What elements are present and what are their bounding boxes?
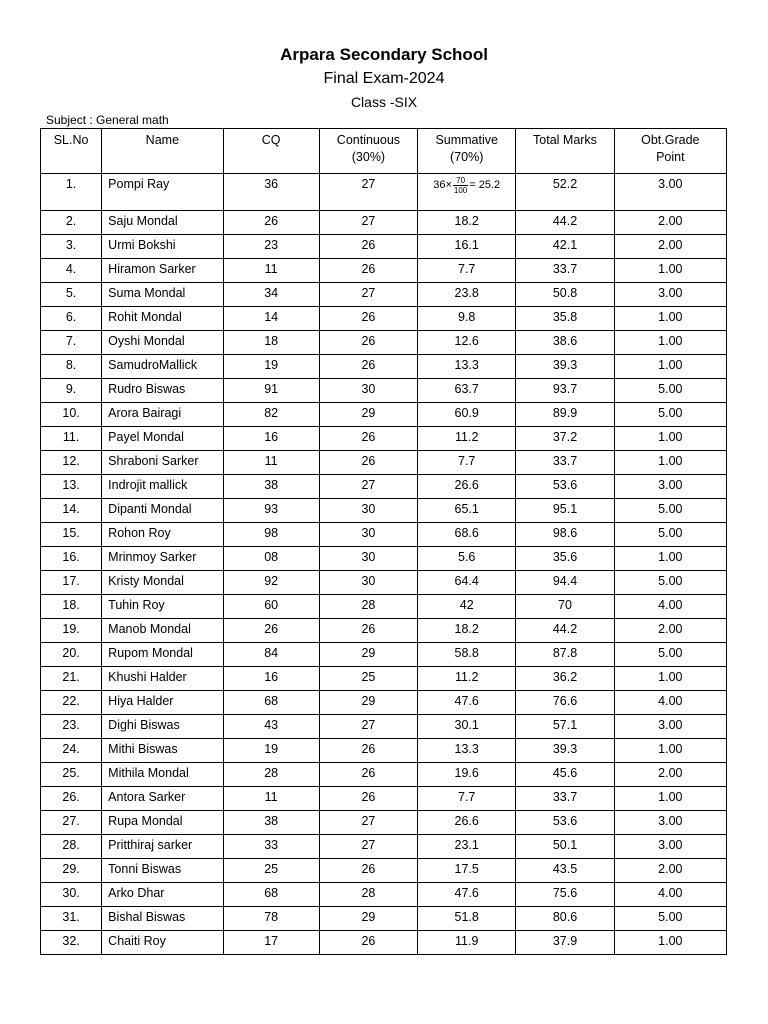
cell-sl: 29. [41,859,102,883]
cell-total: 50.8 [516,283,614,307]
cell-sl: 2. [41,211,102,235]
cell-name: Tonni Biswas [102,859,223,883]
cell-continuous: 26 [319,259,417,283]
cell-summative: 17.5 [418,859,516,883]
table-row [41,907,727,931]
cell-name: Payel Mondal [102,427,223,451]
cell-cq: 26 [223,619,319,643]
cell-cq: 60 [223,595,319,619]
fraction: $\frac{70}{100}$ [453,175,468,195]
cell-total: 42.1 [516,235,614,259]
cell-summative [418,174,516,211]
col-header-sl: SL.No [41,129,102,174]
cell-sl: 22. [41,691,102,715]
cell-summative: 26.6 [418,475,516,499]
cell-cq: 34 [223,283,319,307]
cell-total: 93.7 [516,379,614,403]
cell-summative: 51.8 [418,907,516,931]
cell-total: 39.3 [516,355,614,379]
cell-total: 35.6 [516,547,614,571]
cell-continuous: 30 [319,571,417,595]
cell-cq: 16 [223,667,319,691]
cell-name: SamudroMallick [102,355,223,379]
cell-cq: 23 [223,235,319,259]
school-name: Arpara Secondary School [280,45,488,64]
cell-cq: 28 [223,763,319,787]
cell-name: Hiya Halder [102,691,223,715]
cell-sl: 24. [41,739,102,763]
cell-total: 98.6 [516,523,614,547]
cell-cq: 98 [223,523,319,547]
cell-summative: 23.1 [418,835,516,859]
cell-cq: 68 [223,691,319,715]
cell-name: Pritthiraj sarker [102,835,223,859]
col-header-summative: Summative (70%) [418,129,516,174]
cell-summative: 23.8 [418,283,516,307]
subject-label: Subject : General math [46,113,169,127]
cell-summative: 13.3 [418,739,516,763]
cell-grade: 5.00 [614,523,726,547]
cell-continuous: 29 [319,691,417,715]
table-row [41,715,727,739]
cell-grade: 5.00 [614,643,726,667]
table-row [41,739,727,763]
cell-grade: 3.00 [614,715,726,739]
cell-total: 80.6 [516,907,614,931]
table-row [41,643,727,667]
cell-continuous: 30 [319,379,417,403]
cell-grade: 1.00 [614,787,726,811]
cell-summative: 60.9 [418,403,516,427]
cell-cq: 92 [223,571,319,595]
cell-continuous: 26 [319,619,417,643]
cell-grade: 5.00 [614,379,726,403]
cell-summative: 65.1 [418,499,516,523]
cell-sl: 26. [41,787,102,811]
cell-grade: 1.00 [614,331,726,355]
cell-sl: 10. [41,403,102,427]
cell-grade: 1.00 [614,259,726,283]
cell-summative: 7.7 [418,259,516,283]
cell-total: 50.1 [516,835,614,859]
cell-cq: 08 [223,547,319,571]
cell-grade: 1.00 [614,547,726,571]
cell-continuous: 27 [319,811,417,835]
cell-continuous: 26 [319,331,417,355]
cell-cq: 36 [223,174,319,211]
cell-continuous: 26 [319,787,417,811]
cell-name: Rudro Biswas [102,379,223,403]
cell-total: 57.1 [516,715,614,739]
cell-grade: 4.00 [614,883,726,907]
cell-cq: 11 [223,451,319,475]
cell-name: Mrinmoy Sarker [102,547,223,571]
table-row [41,499,727,523]
cell-sl: 4. [41,259,102,283]
table-row [41,571,727,595]
cell-sl: 21. [41,667,102,691]
cell-cq: 43 [223,715,319,739]
table-row [41,331,727,355]
cell-cq: 38 [223,811,319,835]
cell-continuous: 27 [319,211,417,235]
cell-sl: 16. [41,547,102,571]
col-header-cq: CQ [223,129,319,174]
cell-sl: 27. [41,811,102,835]
cell-grade: 3.00 [614,174,726,211]
cell-cq: 19 [223,355,319,379]
cell-sl: 13. [41,475,102,499]
table-row [41,787,727,811]
cell-name: Suma Mondal [102,283,223,307]
cell-summative: 13.3 [418,355,516,379]
cell-name: Dighi Biswas [102,715,223,739]
table-row [41,667,727,691]
cell-name: Mithi Biswas [102,739,223,763]
cell-sl: 7. [41,331,102,355]
table-row [41,355,727,379]
cell-sl: 9. [41,379,102,403]
cell-continuous: 27 [319,835,417,859]
cell-total: 95.1 [516,499,614,523]
cell-continuous: 26 [319,739,417,763]
table-row [41,259,727,283]
cell-summative: 5.6 [418,547,516,571]
cell-total: 35.8 [516,307,614,331]
cell-grade: 1.00 [614,451,726,475]
cell-grade: 2.00 [614,211,726,235]
cell-continuous: 27 [319,283,417,307]
cell-grade: 4.00 [614,595,726,619]
results-table [40,128,727,955]
cell-total: 33.7 [516,259,614,283]
cell-continuous: 25 [319,667,417,691]
cell-continuous: 30 [319,499,417,523]
cell-summative: 30.1 [418,715,516,739]
cell-grade: 2.00 [614,763,726,787]
cell-grade: 5.00 [614,403,726,427]
exam-title: Final Exam-2024 [323,70,445,87]
cell-summative: 47.6 [418,691,516,715]
table-row [41,547,727,571]
cell-cq: 84 [223,643,319,667]
cell-total: 37.2 [516,427,614,451]
cell-summative: 11.9 [418,931,516,955]
cell-name: Dipanti Mondal [102,499,223,523]
cell-summative: 58.8 [418,643,516,667]
cell-name: Indrojit mallick [102,475,223,499]
cell-name: Rupom Mondal [102,643,223,667]
cell-grade: 2.00 [614,235,726,259]
cell-summative: 42 [418,595,516,619]
cell-name: Hiramon Sarker [102,259,223,283]
table-row [41,427,727,451]
cell-cq: 25 [223,859,319,883]
cell-total: 44.2 [516,619,614,643]
cell-summative: 18.2 [418,619,516,643]
cell-sl: 30. [41,883,102,907]
cell-sl: 3. [41,235,102,259]
cell-total: 33.7 [516,451,614,475]
table-row [41,174,727,211]
cell-name: Arko Dhar [102,883,223,907]
cell-name: Tuhin Roy [102,595,223,619]
col-header-continuous: Continuous (30%) [319,129,417,174]
cell-total: 45.6 [516,763,614,787]
cell-grade: 1.00 [614,307,726,331]
cell-cq: 11 [223,787,319,811]
cell-cq: 11 [223,259,319,283]
cell-total: 37.9 [516,931,614,955]
cell-continuous: 29 [319,403,417,427]
col-header-grade: Obt.Grade Point [614,129,726,174]
cell-total: 75.6 [516,883,614,907]
cell-continuous: 26 [319,427,417,451]
cell-name: Kristy Mondal [102,571,223,595]
cell-total: 44.2 [516,211,614,235]
cell-grade: 2.00 [614,619,726,643]
cell-cq: 16 [223,427,319,451]
cell-grade: 3.00 [614,835,726,859]
cell-total: 87.8 [516,643,614,667]
cell-continuous: 27 [319,475,417,499]
cell-continuous: 29 [319,643,417,667]
cell-grade: 3.00 [614,811,726,835]
cell-grade: 4.00 [614,691,726,715]
cell-total: 89.9 [516,403,614,427]
cell-grade: 1.00 [614,667,726,691]
cell-sl: 11. [41,427,102,451]
cell-continuous: 26 [319,355,417,379]
cell-cq: 18 [223,331,319,355]
cell-continuous: 28 [319,883,417,907]
cell-continuous: 28 [319,595,417,619]
cell-name: Rupa Mondal [102,811,223,835]
cell-name: Pompi Ray [102,174,223,211]
cell-sl: 1. [41,174,102,211]
cell-name: Manob Mondal [102,619,223,643]
summative-formula: 36× $\frac{70}{100}$ = 25.2 [433,175,501,195]
cell-summative: 7.7 [418,451,516,475]
cell-name: Mithila Mondal [102,763,223,787]
cell-summative: 18.2 [418,211,516,235]
cell-summative: 11.2 [418,667,516,691]
cell-total: 39.3 [516,739,614,763]
cell-sl: 19. [41,619,102,643]
cell-total: 36.2 [516,667,614,691]
cell-continuous: 27 [319,174,417,211]
cell-name: Chaiti Roy [102,931,223,955]
cell-grade: 1.00 [614,739,726,763]
cell-grade: 5.00 [614,499,726,523]
cell-name: Oyshi Mondal [102,331,223,355]
cell-cq: 19 [223,739,319,763]
cell-grade: 1.00 [614,931,726,955]
cell-grade: 2.00 [614,859,726,883]
cell-grade: 1.00 [614,427,726,451]
cell-continuous: 29 [319,907,417,931]
table-row [41,307,727,331]
table-row [41,283,727,307]
cell-total: 33.7 [516,787,614,811]
cell-cq: 17 [223,931,319,955]
table-row [41,475,727,499]
cell-summative: 68.6 [418,523,516,547]
cell-total: 53.6 [516,811,614,835]
table-row [41,379,727,403]
cell-sl: 6. [41,307,102,331]
cell-continuous: 26 [319,451,417,475]
cell-total: 52.2 [516,174,614,211]
cell-cq: 68 [223,883,319,907]
cell-summative: 26.6 [418,811,516,835]
cell-summative: 7.7 [418,787,516,811]
cell-cq: 14 [223,307,319,331]
cell-cq: 93 [223,499,319,523]
cell-name: Khushi Halder [102,667,223,691]
cell-continuous: 27 [319,715,417,739]
cell-name: Rohit Mondal [102,307,223,331]
cell-sl: 28. [41,835,102,859]
cell-name: Arora Bairagi [102,403,223,427]
cell-grade: 3.00 [614,475,726,499]
cell-total: 94.4 [516,571,614,595]
cell-sl: 14. [41,499,102,523]
cell-sl: 15. [41,523,102,547]
cell-cq: 33 [223,835,319,859]
cell-cq: 26 [223,211,319,235]
cell-cq: 38 [223,475,319,499]
cell-continuous: 26 [319,307,417,331]
cell-grade: 5.00 [614,571,726,595]
class-label: Class -SIX [350,94,418,110]
cell-sl: 18. [41,595,102,619]
table-row [41,859,727,883]
cell-total: 43.5 [516,859,614,883]
cell-total: 76.6 [516,691,614,715]
table-row [41,451,727,475]
table-row [41,931,727,955]
cell-name: Bishal Biswas [102,907,223,931]
cell-name: Saju Mondal [102,211,223,235]
table-row [41,211,727,235]
cell-continuous: 30 [319,547,417,571]
cell-continuous: 26 [319,235,417,259]
cell-sl: 31. [41,907,102,931]
cell-continuous: 26 [319,859,417,883]
table-row [41,835,727,859]
table-row [41,811,727,835]
table-row [41,523,727,547]
cell-summative: 19.6 [418,763,516,787]
cell-grade: 5.00 [614,907,726,931]
cell-summative: 16.1 [418,235,516,259]
cell-summative: 63.7 [418,379,516,403]
cell-cq: 78 [223,907,319,931]
cell-sl: 5. [41,283,102,307]
cell-summative: 11.2 [418,427,516,451]
cell-sl: 25. [41,763,102,787]
cell-summative: 47.6 [418,883,516,907]
table-row [41,235,727,259]
cell-sl: 17. [41,571,102,595]
cell-sl: 8. [41,355,102,379]
cell-continuous: 30 [319,523,417,547]
table-row [41,595,727,619]
cell-name: Antora Sarker [102,787,223,811]
cell-name: Urmi Bokshi [102,235,223,259]
table-row [41,403,727,427]
cell-continuous: 26 [319,931,417,955]
cell-total: 53.6 [516,475,614,499]
table-row [41,763,727,787]
col-header-total: Total Marks [516,129,614,174]
cell-cq: 91 [223,379,319,403]
cell-sl: 23. [41,715,102,739]
cell-sl: 20. [41,643,102,667]
cell-total: 38.6 [516,331,614,355]
cell-summative: 12.6 [418,331,516,355]
table-row [41,883,727,907]
header-row [41,129,727,174]
cell-cq: 82 [223,403,319,427]
cell-sl: 32. [41,931,102,955]
cell-continuous: 26 [319,763,417,787]
cell-grade: 1.00 [614,355,726,379]
col-header-name: Name [102,129,223,174]
cell-name: Rohon Roy [102,523,223,547]
cell-summative: 64.4 [418,571,516,595]
table-row [41,691,727,715]
cell-grade: 3.00 [614,283,726,307]
cell-sl: 12. [41,451,102,475]
table-row [41,619,727,643]
cell-total: 70 [516,595,614,619]
cell-name: Shraboni Sarker [102,451,223,475]
cell-summative: 9.8 [418,307,516,331]
